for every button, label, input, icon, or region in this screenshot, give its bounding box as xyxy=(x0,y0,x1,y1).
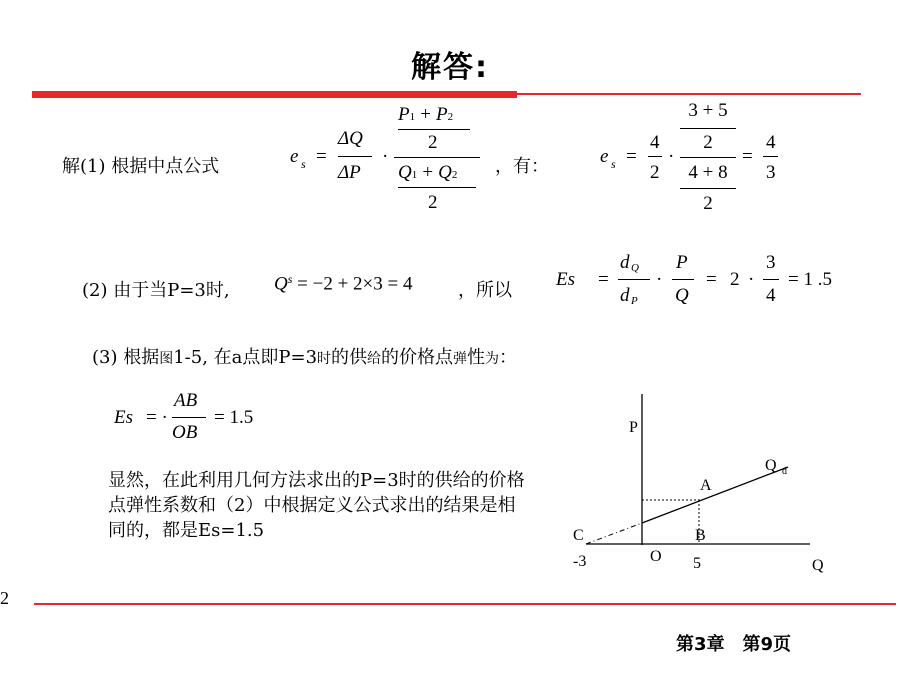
supply-graph xyxy=(560,390,850,580)
title-underline-thick xyxy=(32,91,517,98)
intro-c: 1-5, xyxy=(173,347,208,368)
intro-b: 图 xyxy=(159,351,174,367)
part3-intro xyxy=(92,343,517,369)
qs-expr: = −2 + 2×3 = 4 xyxy=(292,273,413,295)
intro-g: 给 xyxy=(367,351,382,367)
chapter-page-footer: 第3章 第9页 xyxy=(676,634,792,655)
part2-intro: (2) 由于当P=3时, xyxy=(82,280,230,301)
label-q-top: Q xyxy=(765,457,777,474)
part2-formula xyxy=(556,248,856,318)
label-neg3: -3 xyxy=(573,553,587,570)
p2-sub: 2 xyxy=(447,111,454,123)
supply-curve xyxy=(642,467,788,523)
label-a: A xyxy=(700,477,712,494)
intro-f: 的供 xyxy=(331,347,368,368)
two: 2 xyxy=(703,132,713,153)
q-letter: Q xyxy=(675,285,689,306)
p1-sub: 1 xyxy=(409,111,416,123)
p1: P xyxy=(398,104,410,125)
equals-sign: = xyxy=(742,146,753,167)
intro-e: 时 xyxy=(317,351,332,367)
page-number: 2 xyxy=(0,588,9,608)
conclusion-paragraph: 显然，在此利用几何方法求出的P=3时的供给的价格点弹性系数和（2）中根据定义公式求出的结果是相同的，都是Es=1.5 xyxy=(108,470,525,541)
two: 2 xyxy=(730,269,740,290)
ab: AB xyxy=(174,390,198,411)
result: = 1 .5 xyxy=(788,269,832,290)
three: 3 xyxy=(766,162,776,183)
label-q-top-sub: d xyxy=(782,466,787,477)
intro-a: (3) 根据 xyxy=(92,347,160,368)
intro-j: 性 xyxy=(467,347,486,368)
plus: + xyxy=(420,104,431,125)
two: 2 xyxy=(428,192,438,213)
dot-operator: · xyxy=(668,146,675,167)
label-c: C xyxy=(573,527,584,544)
intro-k: 为 xyxy=(485,351,500,367)
equals-sign: = xyxy=(316,146,327,167)
dp-sub: P xyxy=(631,295,638,307)
four: 4 xyxy=(766,285,776,306)
qs-q: Q xyxy=(274,273,288,295)
dq-d: d xyxy=(620,252,630,273)
delta-p: ΔP xyxy=(338,162,361,183)
equals-sign: = xyxy=(598,269,609,290)
four-plus-eight: 4 + 8 xyxy=(688,162,728,183)
four: 4 xyxy=(766,132,776,153)
part1-formula-general xyxy=(290,100,490,220)
intro-l: ： xyxy=(499,347,518,368)
es-symbol: e xyxy=(600,146,609,167)
part1-intro: 解(1) 根据中点公式 xyxy=(62,156,220,177)
p-letter: P xyxy=(676,252,688,273)
delta-q: ΔQ xyxy=(338,128,363,149)
two: 2 xyxy=(428,132,438,153)
label-q-axis: Q xyxy=(812,557,824,574)
dot-operator: · xyxy=(382,146,389,167)
part1-formula-numeric xyxy=(600,100,800,220)
part2-so: ，所以 xyxy=(458,280,512,301)
part2-qs-expression xyxy=(274,272,412,295)
label-five: 5 xyxy=(693,555,701,572)
q1: Q xyxy=(398,162,412,183)
dp-d: d xyxy=(620,285,630,306)
q2-sub: 2 xyxy=(451,169,458,181)
intro-d: 在a点即P=3 xyxy=(207,347,318,368)
es-subscript: s xyxy=(611,157,616,171)
part1-have: ，有： xyxy=(495,156,549,177)
ob: OB xyxy=(172,422,198,443)
three: 3 xyxy=(766,252,776,273)
intro-h: 的价格点 xyxy=(381,347,454,368)
qs-sup: s xyxy=(287,272,293,286)
supply-extension-dashed xyxy=(586,523,642,544)
equals-sign: = xyxy=(706,269,717,290)
dot-operator: · xyxy=(748,269,755,290)
q1-sub: 1 xyxy=(411,169,418,181)
intro-i: 弹 xyxy=(453,351,468,367)
equals-dot: = · xyxy=(146,407,168,428)
four: 4 xyxy=(650,132,660,153)
plus: + xyxy=(422,162,434,183)
label-p: P xyxy=(629,419,638,436)
es-label: Es xyxy=(114,407,133,428)
two: 2 xyxy=(703,193,713,214)
label-b: B xyxy=(695,527,706,544)
three-plus-five: 3 + 5 xyxy=(688,100,728,121)
title-underline-thin xyxy=(517,93,861,95)
equals-sign: = xyxy=(626,146,637,167)
result: = 1.5 xyxy=(214,407,254,428)
es-label: Es xyxy=(556,269,575,290)
p2: P xyxy=(436,104,448,125)
dq-sub: Q xyxy=(631,262,639,274)
q2: Q xyxy=(438,162,452,183)
label-o: O xyxy=(650,548,662,565)
part3-formula xyxy=(114,390,314,450)
es-subscript: s xyxy=(301,157,306,171)
footer-rule xyxy=(34,603,896,605)
two: 2 xyxy=(650,162,660,183)
dot-operator: · xyxy=(656,269,663,290)
es-symbol: e xyxy=(290,146,299,167)
slide-title: 解答: xyxy=(411,50,489,85)
